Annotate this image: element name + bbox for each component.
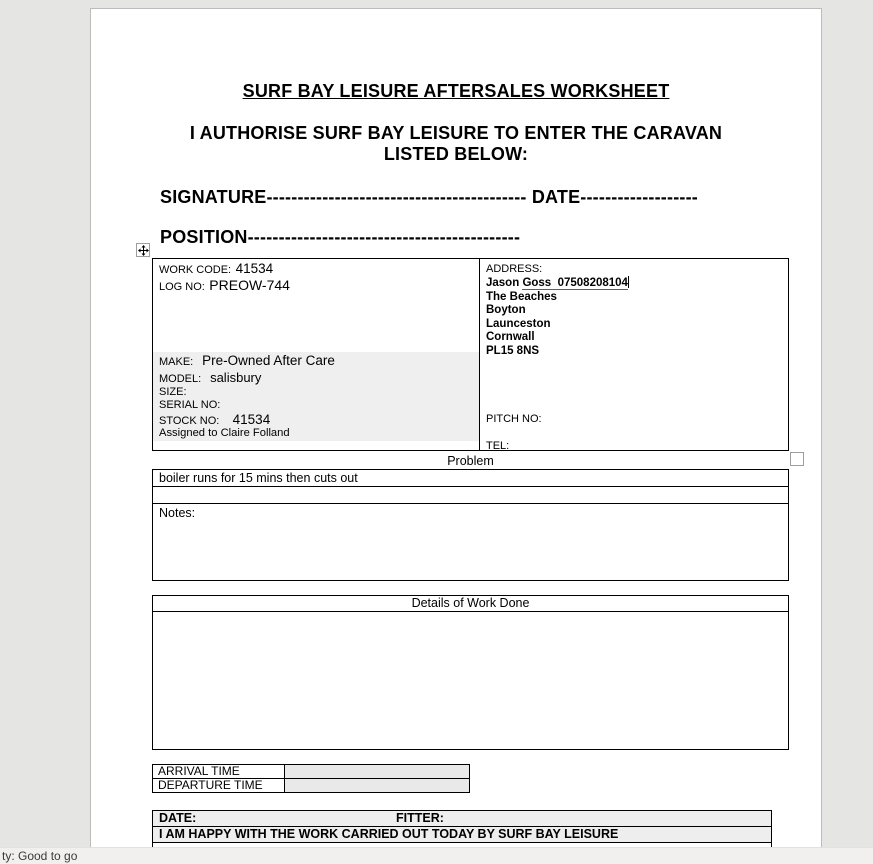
date-label: DATE: — [159, 811, 197, 825]
address-line: PL15 8NS — [486, 344, 540, 357]
stock-label: STOCK NO: — [159, 415, 220, 427]
work-code-row — [159, 262, 473, 277]
document-page — [90, 8, 822, 864]
size-label: SIZE: — [159, 386, 187, 398]
notes-cell[interactable] — [153, 503, 788, 580]
size-row — [159, 386, 479, 399]
table-resize-handle[interactable] — [790, 452, 804, 466]
model-label: MODEL: — [159, 373, 202, 385]
departure-row — [153, 778, 469, 792]
date-fitter-row[interactable] — [153, 811, 771, 826]
serial-label: SERIAL NO: — [159, 399, 221, 411]
details-of-work-table — [152, 595, 789, 750]
address-line: Cornwall — [486, 331, 535, 343]
customer-name-underlined: Goss 07508208104 — [522, 277, 628, 289]
serial-row — [159, 399, 479, 412]
details-body[interactable] — [153, 612, 788, 749]
pitch-no-label: PITCH NO: — [486, 413, 542, 425]
vehicle-customer-table — [152, 258, 789, 451]
problem-empty-row[interactable] — [153, 486, 788, 503]
signature-line: SIGNATURE------------------------------------------ DATE------------------- — [160, 187, 698, 207]
log-no-value: PREOW-744 — [209, 277, 290, 293]
fitter-label: FITTER: — [396, 811, 444, 825]
details-header: Details of Work Done — [153, 596, 788, 612]
problem-table — [152, 469, 789, 581]
make-row — [159, 353, 479, 369]
text-cursor — [628, 276, 629, 288]
happy-statement-row — [153, 826, 771, 842]
status-bar — [0, 847, 873, 864]
worksheet-title-text: SURF BAY LEISURE AFTERSALES WORKSHEET — [242, 81, 670, 101]
address-line: Boyton — [486, 304, 526, 316]
model-row — [159, 369, 479, 386]
customer-cell[interactable] — [480, 259, 788, 450]
accessibility-status[interactable]: ty: Good to go — [2, 849, 78, 863]
log-no-label: LOG NO: — [159, 281, 205, 293]
vehicle-cell[interactable] — [153, 259, 480, 450]
make-value: Pre-Owned After Care — [202, 353, 335, 368]
model-value: salisbury — [210, 370, 262, 385]
arrival-row — [153, 765, 469, 778]
departure-time-cell[interactable] — [285, 779, 469, 792]
authorisation-statement — [91, 123, 821, 165]
position-line: POSITION-------------------------------------------- — [160, 227, 521, 247]
work-code-label: WORK CODE: — [159, 264, 232, 276]
arrival-time-label: ARRIVAL TIME — [153, 765, 285, 778]
authorisation-line-2: LISTED BELOW: — [383, 144, 529, 164]
departure-time-label: DEPARTURE TIME — [153, 779, 285, 792]
tel-label: TEL: — [486, 440, 510, 452]
make-label: MAKE: — [159, 356, 194, 368]
table-move-handle[interactable] — [136, 243, 150, 257]
customer-name-line — [486, 276, 782, 291]
work-code-value: 41534 — [235, 261, 274, 276]
assigned-note: Assigned to Claire Folland — [159, 427, 290, 439]
address-line: The Beaches — [486, 290, 557, 303]
address-line: Launceston — [486, 317, 551, 330]
problem-description-row[interactable] — [153, 470, 788, 486]
arrival-time-cell[interactable] — [285, 765, 469, 778]
problem-description: boiler runs for 15 mins then cuts out — [159, 471, 358, 485]
authorisation-line-1: I AUTHORISE SURF BAY LEISURE TO ENTER THE CARAVAN — [189, 123, 723, 143]
vehicle-details-shaded — [153, 352, 479, 441]
stock-row — [159, 412, 479, 427]
stock-value: 41534 — [232, 412, 271, 427]
log-no-row — [159, 277, 473, 295]
address-label: ADDRESS: — [486, 263, 543, 275]
notes-label: Notes: — [159, 506, 196, 520]
times-table — [152, 764, 470, 793]
customer-name-plain: Jason — [486, 277, 523, 289]
happy-statement: I AM HAPPY WITH THE WORK CARRIED OUT TODAY BY SURF BAY LEISURE — [159, 827, 619, 841]
move-icon — [138, 245, 149, 256]
worksheet-title — [91, 81, 821, 102]
problem-header: Problem — [447, 454, 494, 468]
